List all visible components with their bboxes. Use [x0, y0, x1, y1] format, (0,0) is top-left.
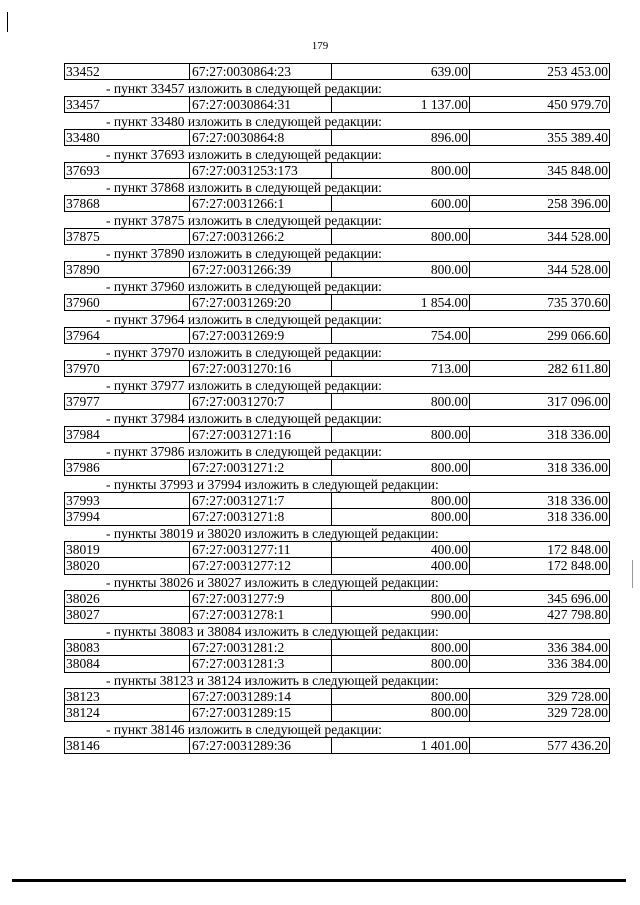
cell-value: 172 848.00	[469, 558, 609, 574]
cell-number: 38027	[66, 607, 100, 622]
cell-area: 800.00	[331, 493, 469, 508]
cell-area: 800.00	[331, 640, 469, 655]
amendment-instruction: - пункт 37964 изложить в следующей редакции:	[106, 312, 382, 327]
cell-area: 800.00	[331, 689, 469, 704]
cell-area: 800.00	[331, 705, 469, 721]
cell-cadastral-number: 67:27:0031289:36	[189, 738, 331, 753]
cell-cadastral-number: 67:27:0031277:9	[189, 591, 331, 606]
amendment-instruction: - пункт 37890 изложить в следующей редакции:	[106, 246, 382, 261]
cell-area: 800.00	[331, 656, 469, 672]
cell-value: 735 370.60	[469, 295, 609, 310]
cell-cadastral-number: 67:27:0031270:7	[189, 394, 331, 409]
table-row	[64, 737, 610, 754]
cell-value: 344 528.00	[469, 229, 609, 244]
table-row	[64, 96, 610, 113]
table-row	[64, 656, 610, 673]
table-row	[64, 360, 610, 377]
cell-value: 336 384.00	[469, 640, 609, 655]
cell-area: 1 137.00	[331, 97, 469, 112]
cell-value: 299 066.60	[469, 328, 609, 343]
cell-area: 800.00	[331, 262, 469, 277]
cell-area: 713.00	[331, 361, 469, 376]
cell-number: 37890	[66, 262, 100, 277]
table-row	[64, 558, 610, 575]
cell-number: 38020	[66, 558, 100, 573]
cell-number: 37986	[66, 460, 100, 475]
cell-area: 800.00	[331, 163, 469, 178]
cell-cadastral-number: 67:27:0031266:1	[189, 196, 331, 211]
cell-number: 37993	[66, 493, 100, 508]
table-row	[64, 688, 610, 705]
cell-cadastral-number: 67:27:0031271:16	[189, 427, 331, 442]
table-row	[64, 426, 610, 443]
table-row	[64, 393, 610, 410]
cell-number: 38026	[66, 591, 100, 606]
cell-number: 38019	[66, 542, 100, 557]
amendment-instruction: - пункт 33457 изложить в следующей редакции:	[106, 81, 382, 96]
cell-number: 33457	[66, 97, 100, 112]
cell-value: 345 696.00	[469, 591, 609, 606]
cell-value: 172 848.00	[469, 542, 609, 557]
table-row	[64, 639, 610, 656]
cell-area: 1 401.00	[331, 738, 469, 753]
table-row	[64, 705, 610, 722]
cell-number: 37970	[66, 361, 100, 376]
cell-cadastral-number: 67:27:0030864:8	[189, 130, 331, 145]
table-row	[64, 129, 610, 146]
cell-cadastral-number: 67:27:0031271:8	[189, 509, 331, 525]
table-row	[64, 261, 610, 278]
cell-cadastral-number: 67:27:0031281:3	[189, 656, 331, 672]
cell-cadastral-number: 67:27:0031271:2	[189, 460, 331, 475]
cell-cadastral-number: 67:27:0031269:9	[189, 328, 331, 343]
page-number: 179	[311, 40, 329, 52]
cell-number: 37960	[66, 295, 100, 310]
cell-cadastral-number: 67:27:0031277:12	[189, 558, 331, 574]
cell-value: 336 384.00	[469, 656, 609, 672]
cell-number: 37964	[66, 328, 100, 343]
amendment-instruction: - пункт 37693 изложить в следующей редакции:	[106, 147, 382, 162]
cell-number: 38123	[66, 689, 100, 704]
cell-area: 754.00	[331, 328, 469, 343]
cell-number: 38083	[66, 640, 100, 655]
table-row	[64, 195, 610, 212]
cell-value: 345 848.00	[469, 163, 609, 178]
cell-area: 800.00	[331, 591, 469, 606]
cell-value: 344 528.00	[469, 262, 609, 277]
amendment-instruction: - пункт 33480 изложить в следующей редакции:	[106, 114, 382, 129]
cell-value: 258 396.00	[469, 196, 609, 211]
amendment-instruction: - пункт 37875 изложить в следующей редакции:	[106, 213, 382, 228]
cell-value: 450 979.70	[469, 97, 609, 112]
cell-area: 400.00	[331, 558, 469, 574]
cell-value: 329 728.00	[469, 705, 609, 721]
cell-value: 318 336.00	[469, 460, 609, 475]
bottom-rule	[12, 879, 626, 882]
cell-area: 990.00	[331, 607, 469, 623]
cell-number: 37868	[66, 196, 100, 211]
cell-cadastral-number: 67:27:0031289:15	[189, 705, 331, 721]
cell-area: 800.00	[331, 427, 469, 442]
cell-cadastral-number: 67:27:0031278:1	[189, 607, 331, 623]
cell-number: 38146	[66, 738, 100, 753]
table-row	[64, 63, 610, 80]
cell-number: 37693	[66, 163, 100, 178]
table-row	[64, 162, 610, 179]
cell-cadastral-number: 67:27:0031269:20	[189, 295, 331, 310]
cell-value: 318 336.00	[469, 493, 609, 508]
cell-cadastral-number: 67:27:0031277:11	[189, 542, 331, 557]
amendment-instruction: - пункты 38019 и 38020 изложить в следующей редакции:	[106, 526, 439, 541]
cell-area: 800.00	[331, 509, 469, 525]
amendment-instruction: - пункт 37960 изложить в следующей редакции:	[106, 279, 382, 294]
table-row	[64, 459, 610, 476]
cell-cadastral-number: 67:27:0031271:7	[189, 493, 331, 508]
cell-value: 427 798.80	[469, 607, 609, 623]
cell-value: 577 436.20	[469, 738, 609, 753]
cell-value: 355 389.40	[469, 130, 609, 145]
table-row	[64, 294, 610, 311]
table-row	[64, 492, 610, 509]
amendment-instruction: - пункты 38123 и 38124 изложить в следующей редакции:	[106, 673, 439, 688]
cell-cadastral-number: 67:27:0030864:31	[189, 97, 331, 112]
cell-cadastral-number: 67:27:0031266:2	[189, 229, 331, 244]
cell-cadastral-number: 67:27:0031281:2	[189, 640, 331, 655]
amendment-instruction: - пункт 37986 изложить в следующей редакции:	[106, 444, 382, 459]
cell-cadastral-number: 67:27:0030864:23	[189, 64, 331, 79]
cell-value: 253 453.00	[469, 64, 609, 79]
cell-value: 329 728.00	[469, 689, 609, 704]
cell-number: 33480	[66, 130, 100, 145]
amendment-instruction: - пункты 38026 и 38027 изложить в следующей редакции:	[106, 575, 439, 590]
table-row	[64, 590, 610, 607]
cell-area: 896.00	[331, 130, 469, 145]
table-row	[64, 607, 610, 624]
cell-cadastral-number: 67:27:0031253:173	[189, 163, 331, 178]
cell-value: 282 611.80	[469, 361, 609, 376]
amendment-instruction: - пункты 37993 и 37994 изложить в следующей редакции:	[106, 477, 439, 492]
cell-area: 639.00	[331, 64, 469, 79]
amendment-instruction: - пункт 38146 изложить в следующей редакции:	[106, 722, 382, 737]
cell-value: 318 336.00	[469, 427, 609, 442]
table-row	[64, 228, 610, 245]
cell-cadastral-number: 67:27:0031289:14	[189, 689, 331, 704]
cell-area: 400.00	[331, 542, 469, 557]
amendment-instruction: - пункт 37970 изложить в следующей редакции:	[106, 345, 382, 360]
table-row	[64, 509, 610, 526]
scan-edge-mark	[632, 560, 633, 588]
cell-area: 800.00	[331, 394, 469, 409]
cell-number: 38124	[66, 705, 100, 720]
cell-cadastral-number: 67:27:0031270:16	[189, 361, 331, 376]
table-row	[64, 327, 610, 344]
table-row	[64, 541, 610, 558]
amendment-instruction: - пункт 37984 изложить в следующей редакции:	[106, 411, 382, 426]
cell-number: 38084	[66, 656, 100, 671]
cell-number: 37994	[66, 509, 100, 524]
cell-number: 37875	[66, 229, 100, 244]
cell-area: 1 854.00	[331, 295, 469, 310]
cell-number: 37977	[66, 394, 100, 409]
cell-value: 317 096.00	[469, 394, 609, 409]
cell-area: 800.00	[331, 460, 469, 475]
amendment-instruction: - пункт 37868 изложить в следующей редакции:	[106, 180, 382, 195]
cell-area: 800.00	[331, 229, 469, 244]
cell-cadastral-number: 67:27:0031266:39	[189, 262, 331, 277]
amendment-instruction: - пункт 37977 изложить в следующей редакции:	[106, 378, 382, 393]
cell-area: 600.00	[331, 196, 469, 211]
cell-number: 37984	[66, 427, 100, 442]
cell-number: 33452	[66, 64, 100, 79]
amendment-instruction: - пункты 38083 и 38084 изложить в следующей редакции:	[106, 624, 439, 639]
cell-value: 318 336.00	[469, 509, 609, 525]
